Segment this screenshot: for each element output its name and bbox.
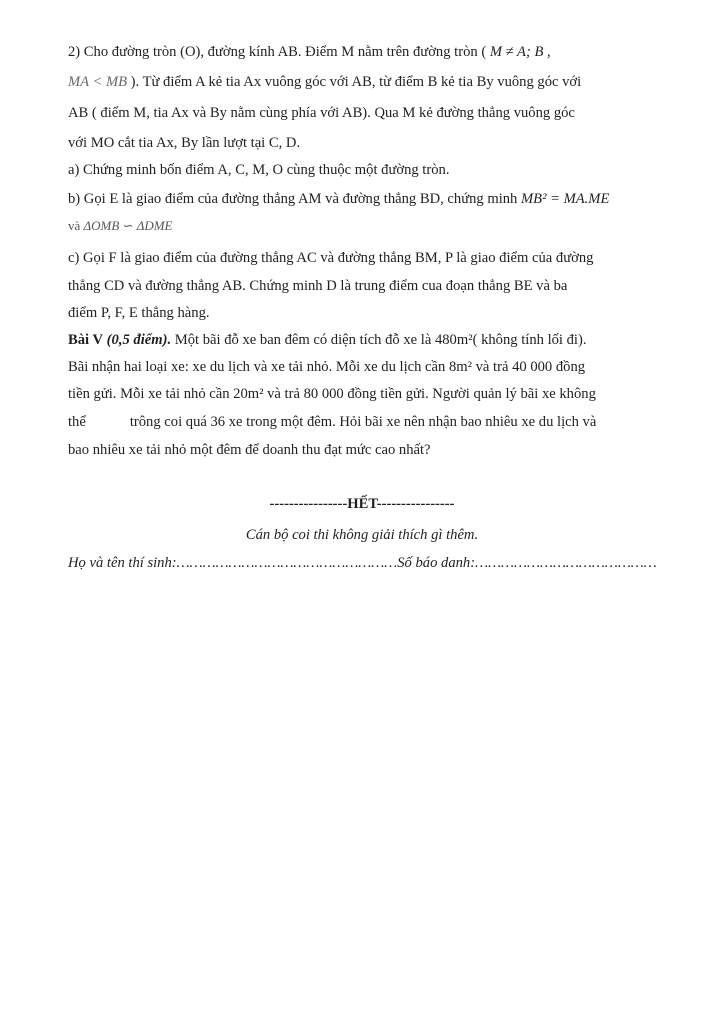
- q5-line-3-text: tiền gửi. Mỗi xe tải nhỏ cần 20m² và trả 80 000 đồng tiền gửi. Người quản lý bãi xe không: [68, 386, 596, 402]
- end-mark-text: ----------------HẾT----------------: [269, 496, 455, 512]
- q2-line-1-end: ,: [543, 44, 551, 60]
- q5-line-1-text: Một bãi đỗ xe ban đêm có diện tích đỗ xe là 480m²( không tính lối đi).: [171, 332, 587, 348]
- q2-part-b2-text: và: [68, 218, 84, 233]
- q2-condition-math: M ≠ A; B: [489, 44, 544, 60]
- q2-line-4: [68, 133, 300, 153]
- q2-line-1-text: 2) Cho đường tròn (O), đường kính AB. Điểm M nằm trên đường tròn (: [68, 44, 490, 60]
- q5-title: Bài V: [68, 332, 104, 348]
- candidate-id-label: Số báo danh:: [397, 555, 476, 571]
- q5-line-5: [68, 440, 431, 460]
- q2-line-1: [68, 42, 551, 62]
- q2-inequality-math: MA < MB: [68, 74, 128, 90]
- q5-line-1: [68, 330, 586, 350]
- candidate-name-label: Họ và tên thí sinh:: [68, 555, 177, 571]
- q5-line-5-text: bao nhiêu xe tải nhỏ một đêm để doanh thu đạt mức cao nhất?: [68, 442, 431, 458]
- invigilator-note: [0, 525, 724, 545]
- q2-line-2: [68, 72, 581, 92]
- q2-part-b2-math: ΔOMB ∽ ΔDME: [83, 218, 173, 233]
- q5-line-2: [68, 357, 585, 377]
- q2-part-b-math: MB² = MA.ME: [521, 191, 610, 207]
- q2-part-a-text: a) Chứng minh bốn điểm A, C, M, O cùng thuộc một đường tròn.: [68, 162, 450, 178]
- q2-line-3-text: AB ( điểm M, tia Ax và By nằm cùng phía với AB). Qua M kẻ đường thẳng vuông góc: [68, 105, 575, 121]
- end-mark: [0, 494, 724, 514]
- q2-line-2-text: ). Từ điểm A kẻ tia Ax vuông góc với AB, từ điểm B kẻ tia By vuông góc với: [127, 74, 582, 90]
- candidate-info-line: [68, 553, 688, 573]
- q5-line-4-start: thể: [68, 414, 86, 430]
- q2-part-c-line-2-text: thẳng CD và đường thẳng AB. Chứng minh D là trung điểm cua đoạn thẳng BE và ba: [68, 278, 568, 294]
- q5-line-2-text: Bãi nhận hai loại xe: xe du lịch và xe tải nhỏ. Mỗi xe du lịch cần 8m² và trả 40 000 đồng: [68, 359, 586, 375]
- q2-part-c-line-3-text: điểm P, F, E thẳng hàng.: [68, 305, 210, 321]
- q2-part-a: [68, 160, 449, 180]
- q5-line-4: [68, 412, 596, 432]
- q2-part-b-text: b) Gọi E là giao điểm của đường thẳng AM và đường thẳng BD, chứng minh: [68, 191, 521, 207]
- q2-part-b-line-2: [68, 216, 173, 236]
- q2-line-3: [68, 103, 575, 123]
- candidate-id-blank: ……………………………………: [475, 555, 657, 571]
- candidate-name-blank: ……………………………………………: [176, 555, 398, 571]
- invigilator-note-text: Cán bộ coi thi không giải thích gì thêm.: [245, 527, 479, 543]
- q5-line-3: [68, 384, 596, 404]
- q2-part-c-line-2: [68, 276, 567, 296]
- q2-part-c-line-3: [68, 303, 210, 323]
- q5-points: (0,5 điểm).: [106, 332, 172, 348]
- q2-part-b: [68, 189, 609, 209]
- q2-line-4-text: với MO cắt tia Ax, By lần lượt tại C, D.: [68, 135, 301, 151]
- q2-part-c-line-1: [68, 248, 593, 268]
- q5-line-4-text: trông coi quá 36 xe trong một đêm. Hỏi bãi xe nên nhận bao nhiêu xe du lịch và: [129, 414, 597, 430]
- q2-part-c-line-1-text: c) Gọi F là giao điểm của đường thẳng AC và đường thẳng BM, P là giao điểm của đường: [68, 250, 594, 266]
